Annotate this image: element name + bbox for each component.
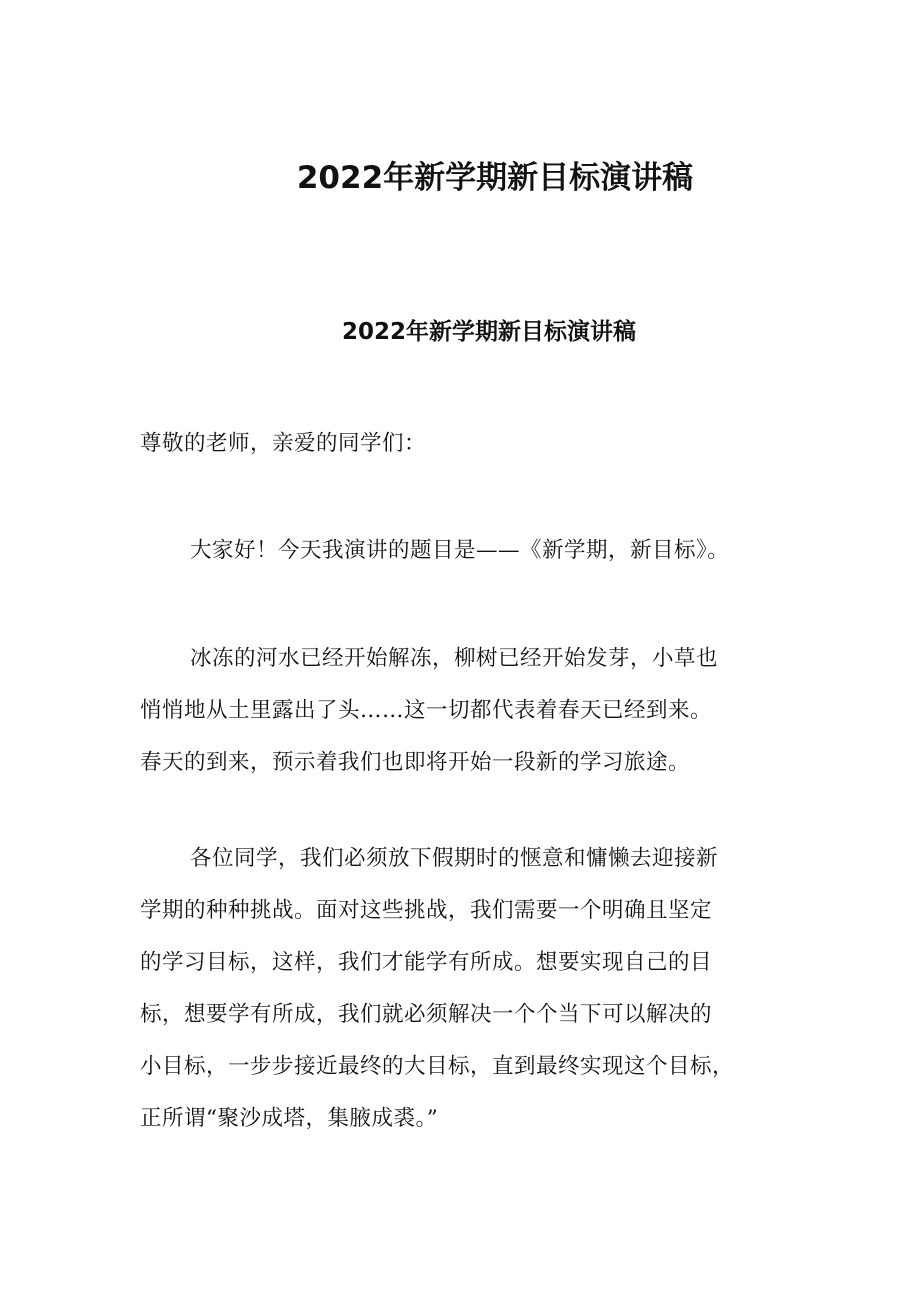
paragraph-greeting <box>140 525 785 577</box>
paragraph-line: 大家好！今天我演讲的题目是——《新学期，新目标》。 <box>190 538 730 563</box>
salutation <box>140 418 785 470</box>
paragraph-spring <box>140 633 785 789</box>
paragraph-line: 学期的种种挑战。面对这些挑战，我们需要一个明确且坚定 <box>140 898 713 923</box>
paragraph-line: 春天的到来，预示着我们也即将开始一段新的学习旅途。 <box>140 750 691 775</box>
salutation-line: 尊敬的老师，亲爱的同学们： <box>140 431 427 456</box>
speech-title: 2022年新学期新目标演讲稿 <box>342 319 637 345</box>
paragraph-line: 悄悄地从土里露出了头……这一切都代表着春天已经到来。 <box>140 698 713 723</box>
paragraph-goals <box>140 833 785 1145</box>
page-title: 2022年新学期新目标演讲稿 <box>296 160 694 196</box>
paragraph-line: 标，想要学有所成，我们就必须解决一个个当下可以解决的 <box>140 1002 713 1027</box>
paragraph-line: 正所谓“聚沙成塔，集腋成裘。” <box>140 1106 439 1131</box>
paragraph-line: 各位同学，我们必须放下假期时的惬意和慵懒去迎接新 <box>190 846 719 871</box>
paragraph-line: 冰冻的河水已经开始解冻，柳树已经开始发芽，小草也 <box>190 646 719 671</box>
paragraph-line: 小目标，一步步接近最终的大目标，直到最终实现这个目标， <box>140 1054 735 1079</box>
paragraph-line: 的学习目标，这样，我们才能学有所成。想要实现自己的目 <box>140 950 713 975</box>
